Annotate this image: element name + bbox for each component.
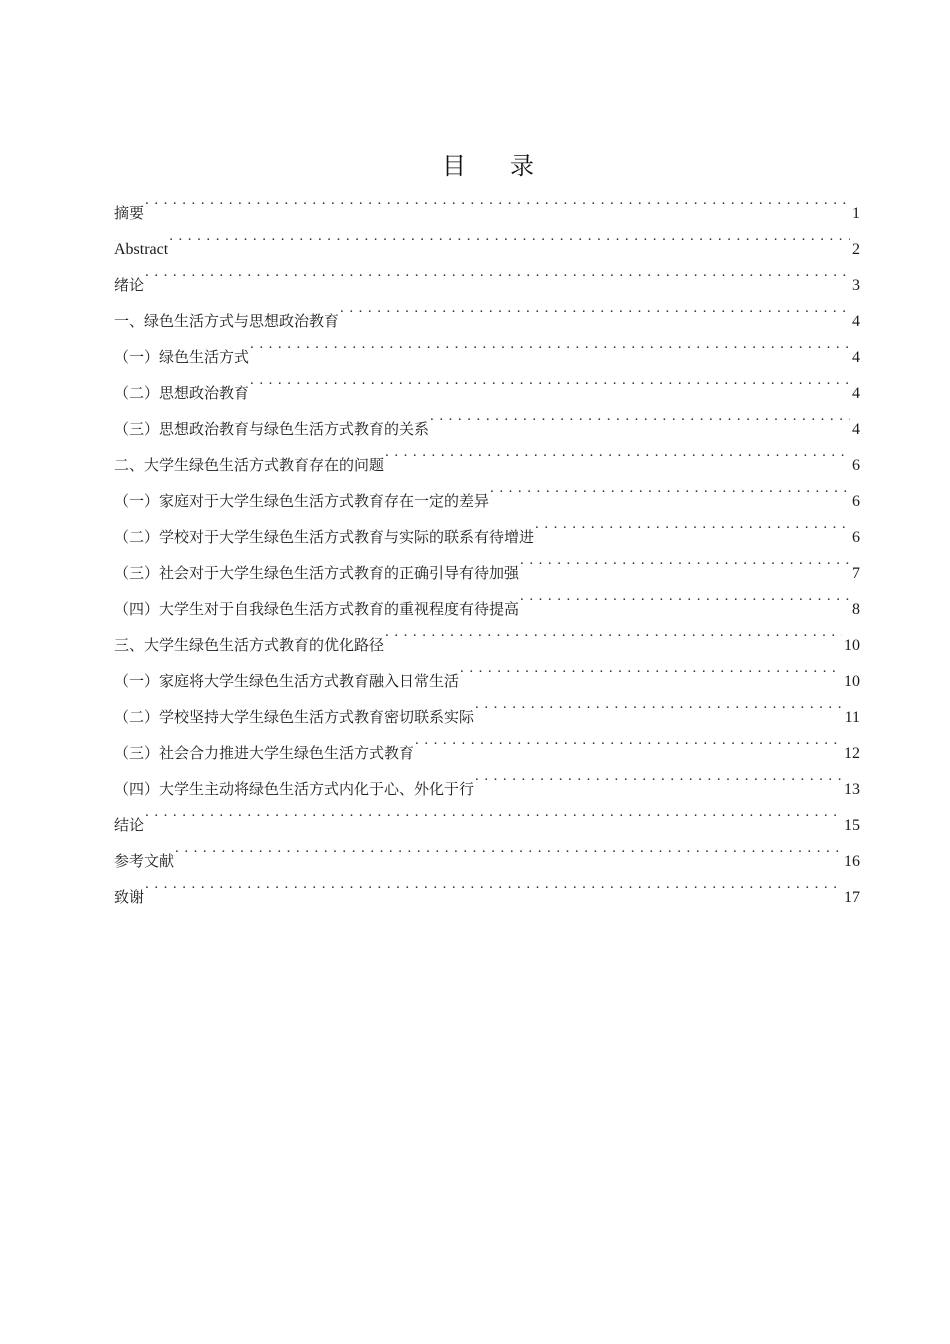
- dot-leader: [520, 578, 850, 614]
- toc-entry-label: （四）大学生主动将绿色生活方式内化于心、外化于行: [114, 780, 475, 798]
- toc-entry-page: 6: [852, 457, 860, 474]
- toc-entry-label: （一）绿色生活方式: [114, 348, 250, 366]
- toc-entry-page: 10: [844, 673, 860, 690]
- toc-entry-page: 16: [844, 853, 860, 870]
- toc-title-char-1: 目: [442, 152, 466, 180]
- dot-leader: [520, 542, 850, 578]
- dot-leader: [385, 614, 842, 650]
- toc-entry-page: 15: [844, 817, 860, 834]
- toc-entry-label: （一）家庭将大学生绿色生活方式教育融入日常生活: [114, 672, 460, 690]
- toc-title-char-2: 录: [510, 152, 534, 180]
- toc-entry-page: 4: [852, 349, 860, 366]
- toc-entry-page: 6: [852, 529, 860, 546]
- toc-entry-label: 三、大学生绿色生活方式教育的优化路径: [114, 636, 385, 654]
- dot-leader: [490, 470, 850, 506]
- toc-entry-page: 10: [844, 637, 860, 654]
- toc-entry-conclusion[interactable]: [114, 794, 860, 834]
- toc-entry-page: 4: [852, 385, 860, 402]
- toc-entry-page: 1: [852, 205, 860, 222]
- dot-leader: [145, 254, 850, 290]
- toc-entry-label: （二）思想政治教育: [114, 384, 250, 402]
- toc-entry-page: 6: [852, 493, 860, 510]
- dot-leader: [385, 434, 850, 470]
- toc-entry-references[interactable]: [114, 830, 860, 870]
- toc-entry-page: 4: [852, 421, 860, 438]
- dot-leader: [145, 866, 842, 902]
- dot-leader: [460, 650, 842, 686]
- toc-entry-abstract-cn[interactable]: [114, 182, 860, 222]
- toc-entry-label: （二）学校对于大学生绿色生活方式教育与实际的联系有待增进: [114, 528, 535, 546]
- toc-entry-page: 12: [844, 745, 860, 762]
- toc-entry-label: （二）学校坚持大学生绿色生活方式教育密切联系实际: [114, 708, 475, 726]
- dot-leader: [175, 830, 842, 866]
- toc-entry-page: 13: [844, 781, 860, 798]
- dot-leader: [430, 398, 850, 434]
- dot-leader: [535, 506, 850, 542]
- toc-entry-label: （三）社会对于大学生绿色生活方式教育的正确引导有待加强: [114, 564, 520, 582]
- toc-entry-abstract-en[interactable]: [114, 218, 860, 258]
- dot-leader: [145, 794, 842, 830]
- toc-entry-label: 一、绿色生活方式与思想政治教育: [114, 312, 340, 330]
- toc-entry-page: 3: [852, 277, 860, 294]
- toc-entry-page: 11: [844, 709, 860, 726]
- toc-entry-label: 摘要: [114, 204, 145, 222]
- toc-entry-acknowledgements[interactable]: [114, 866, 860, 906]
- toc-entry-page: 2: [852, 241, 860, 258]
- dot-leader: [340, 290, 850, 326]
- toc-entry-label: 二、大学生绿色生活方式教育存在的问题: [114, 456, 385, 474]
- toc-entry-label: （一）家庭对于大学生绿色生活方式教育存在一定的差异: [114, 492, 490, 510]
- toc-entry-page: 7: [852, 565, 860, 582]
- toc-entry-introduction[interactable]: [114, 254, 860, 294]
- dot-leader: [169, 218, 850, 254]
- dot-leader: [475, 686, 843, 722]
- toc-title: [0, 146, 950, 181]
- toc-entry-label: 致谢: [114, 888, 145, 906]
- toc-entry-label: 参考文献: [114, 852, 175, 870]
- toc-entry-chapter-1[interactable]: [114, 290, 860, 330]
- toc-entry-page: 17: [844, 889, 860, 906]
- dot-leader: [145, 182, 850, 218]
- toc-entry-page: 8: [852, 601, 860, 618]
- toc-entry-label: Abstract: [114, 241, 169, 258]
- toc-entry-page: 4: [852, 313, 860, 330]
- toc-entry-label: 绪论: [114, 276, 145, 294]
- toc-entry-label: （四）大学生对于自我绿色生活方式教育的重视程度有待提高: [114, 600, 520, 618]
- dot-leader: [475, 758, 842, 794]
- dot-leader: [250, 326, 850, 362]
- table-of-contents: [114, 182, 860, 906]
- toc-entry-label: 结论: [114, 816, 145, 834]
- toc-entry-label: （三）思想政治教育与绿色生活方式教育的关系: [114, 420, 430, 438]
- dot-leader: [415, 722, 842, 758]
- dot-leader: [250, 362, 850, 398]
- toc-entry-label: （三）社会合力推进大学生绿色生活方式教育: [114, 744, 415, 762]
